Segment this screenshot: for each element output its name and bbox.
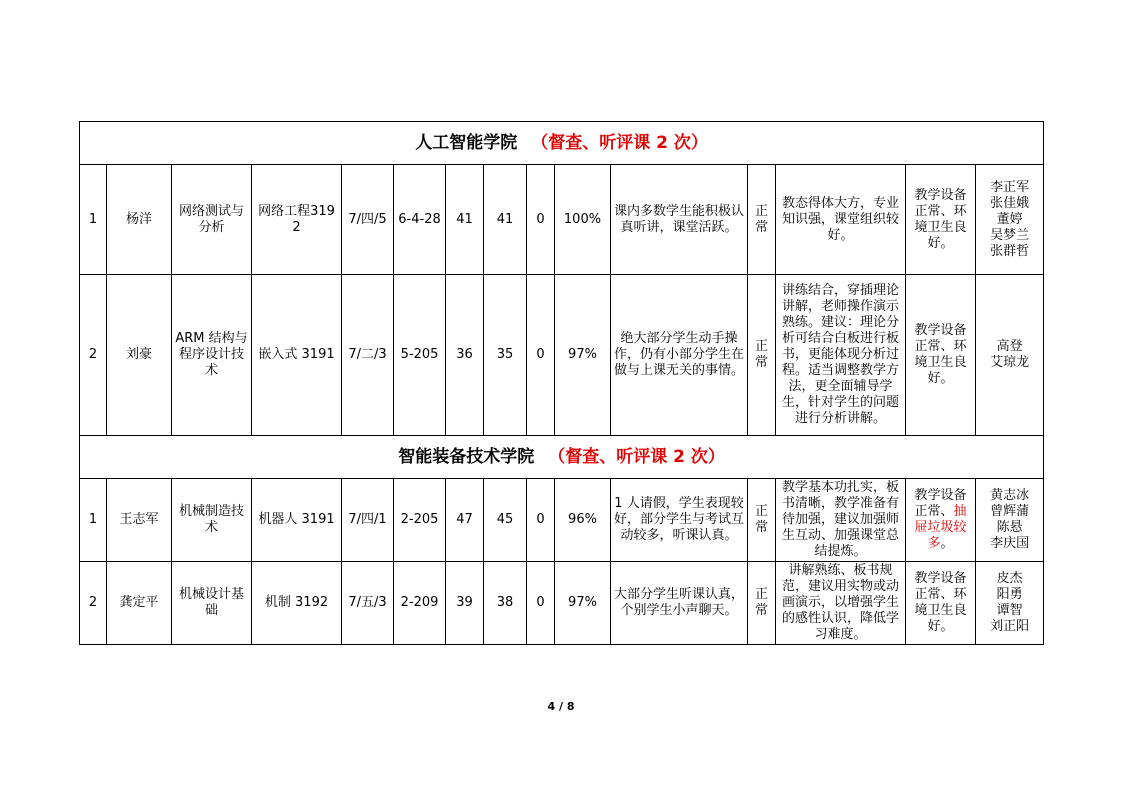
classroom: 2-205: [394, 479, 446, 562]
row-number: 1: [80, 165, 107, 275]
expected-count: 47: [446, 479, 484, 562]
attendance-rate: 97%: [555, 562, 611, 645]
section-header: [80, 122, 1044, 165]
inspectors: 黄志冰 曾辉蒲 陈悬 李庆国: [976, 479, 1044, 562]
learning-status: 绝大部分学生动手操作，仍有小部分学生在做与上课无关的事情。: [611, 275, 748, 436]
course-name: ARM 结构与程序设计技术: [172, 275, 252, 436]
expected-count: 36: [446, 275, 484, 436]
row-number: 1: [80, 479, 107, 562]
inspection-table: [79, 121, 1044, 645]
class-time: 7/四/5: [342, 165, 394, 275]
absent-count: 0: [527, 562, 555, 645]
teacher-name: 龚定平: [107, 562, 172, 645]
learning-status: 1 人请假，学生表现较好，部分学生与考试互动较多，听课认真。: [611, 479, 748, 562]
class-order: 正常: [748, 275, 776, 436]
class-time: 7/四/1: [342, 479, 394, 562]
absent-count: 0: [527, 479, 555, 562]
class-name: 网络工程3192: [252, 165, 342, 275]
teaching-evaluation: 讲解熟练、板书规范，建议用实物或动画演示，以增强学生的感性认识，降低学习难度。: [776, 562, 906, 645]
inspectors: 李正军 张佳娥 董婷 吴梦兰 张群哲: [976, 165, 1044, 275]
course-name: 网络测试与分析: [172, 165, 252, 275]
row-number: 2: [80, 275, 107, 436]
teaching-evaluation: 教学基本功扎实，板书清晰，教学准备有待加强，建议加强师生互动、加强课堂总结提炼。: [776, 479, 906, 562]
teacher-name: 王志军: [107, 479, 172, 562]
section-note: （督查、听评课 2 次）: [548, 447, 725, 467]
class-name: 嵌入式 3191: [252, 275, 342, 436]
section-header: [80, 436, 1044, 479]
college-name: 人工智能学院: [415, 133, 518, 153]
page-number: 4 / 8: [547, 700, 575, 713]
table-row: [80, 479, 1044, 562]
classroom: 2-209: [394, 562, 446, 645]
table-row: [80, 275, 1044, 436]
row-number: 2: [80, 562, 107, 645]
environment-status: 教学设备正常、环境卫生良好。: [906, 562, 976, 645]
attendance-rate: 100%: [555, 165, 611, 275]
course-name: 机械设计基础: [172, 562, 252, 645]
absent-count: 0: [527, 275, 555, 436]
class-time: 7/二/3: [342, 275, 394, 436]
environment-status: 教学设备正常、环境卫生良好。: [906, 275, 976, 436]
class-order: 正常: [748, 479, 776, 562]
class-name: 机制 3192: [252, 562, 342, 645]
class-time: 7/五/3: [342, 562, 394, 645]
section-title: [80, 122, 1044, 165]
section-title: [80, 436, 1044, 479]
inspectors: 皮杰 阳勇 谭智 刘正阳: [976, 562, 1044, 645]
table-row: [80, 562, 1044, 645]
classroom: 6-4-28: [394, 165, 446, 275]
actual-count: 45: [484, 479, 527, 562]
expected-count: 41: [446, 165, 484, 275]
environment-status: 教学设备正常、抽屉垃圾较多。: [906, 479, 976, 562]
attendance-rate: 96%: [555, 479, 611, 562]
course-name: 机械制造技术: [172, 479, 252, 562]
learning-status: 课内多数学生能积极认真听讲，课堂活跃。: [611, 165, 748, 275]
teacher-name: 杨洋: [107, 165, 172, 275]
class-order: 正常: [748, 562, 776, 645]
inspectors: 高登 艾琼龙: [976, 275, 1044, 436]
class-name: 机器人 3191: [252, 479, 342, 562]
expected-count: 39: [446, 562, 484, 645]
classroom: 5-205: [394, 275, 446, 436]
section-note: （督查、听评课 2 次）: [531, 133, 708, 153]
attendance-rate: 97%: [555, 275, 611, 436]
absent-count: 0: [527, 165, 555, 275]
actual-count: 35: [484, 275, 527, 436]
teaching-evaluation: 教态得体大方，专业知识强，课堂组织较好。: [776, 165, 906, 275]
teacher-name: 刘豪: [107, 275, 172, 436]
learning-status: 大部分学生听课认真，个别学生小声聊天。: [611, 562, 748, 645]
college-name: 智能装备技术学院: [398, 447, 535, 467]
actual-count: 38: [484, 562, 527, 645]
actual-count: 41: [484, 165, 527, 275]
class-order: 正常: [748, 165, 776, 275]
environment-status: 教学设备正常、环境卫生良好。: [906, 165, 976, 275]
table-row: [80, 165, 1044, 275]
teaching-evaluation: 讲练结合，穿插理论讲解，老师操作演示熟练。建议：理论分析可结合白板进行板书，更能体现分析过程。适当调整教学方法，更全面辅导学生，针对学生的问题进行分析讲解。: [776, 275, 906, 436]
